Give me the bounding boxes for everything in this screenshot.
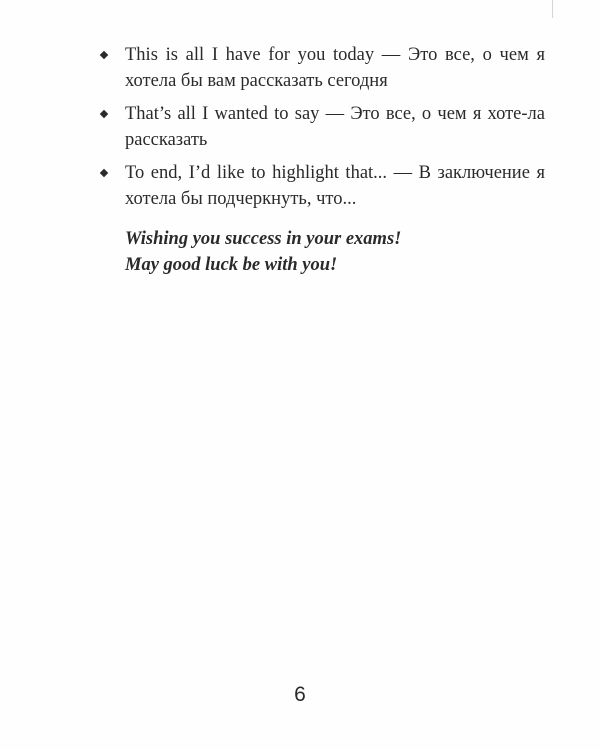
closing-line-1: Wishing you success in your exams!: [125, 229, 402, 249]
phrase-item: [100, 42, 545, 94]
closing-wish: [125, 226, 545, 278]
phrase-text: That’s all I wanted to say — Это все, о чем я хоте-ла рассказать: [125, 104, 545, 150]
phrase-item: [100, 101, 545, 153]
page-edge-line: [552, 0, 553, 18]
diamond-bullet-icon: [100, 110, 108, 118]
closing-line-2: May good luck be with you!: [125, 255, 338, 275]
phrase-text: To end, I’d like to highlight that... — В заключение я хотела бы подчеркнуть, что...: [125, 163, 545, 209]
page-number: 6: [294, 683, 306, 706]
diamond-bullet-icon: [100, 51, 108, 59]
phrase-text: This is all I have for you today — Это все, о чем я хотела бы вам рассказать сегодня: [125, 45, 545, 91]
phrase-item: [100, 160, 545, 212]
phrase-list: [100, 42, 545, 212]
diamond-bullet-icon: [100, 169, 108, 177]
